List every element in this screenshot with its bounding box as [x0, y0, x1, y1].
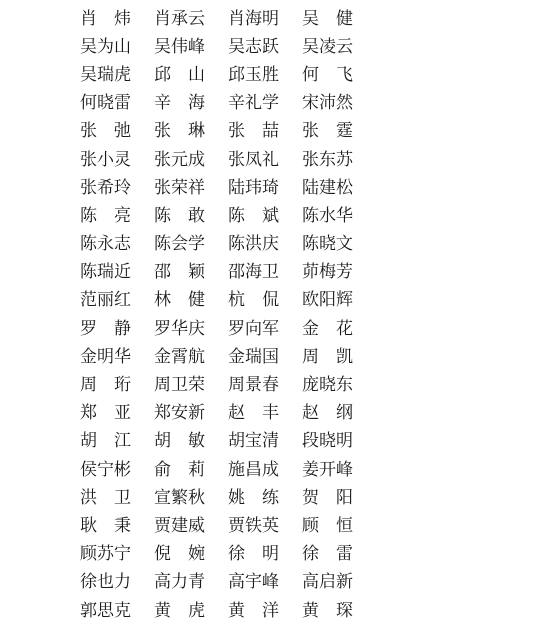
name-entry: 张 喆 — [228, 121, 279, 142]
name-entry: 张荣祥 — [154, 177, 205, 198]
name-entry: 姚 练 — [228, 487, 279, 508]
name-entry: 陈永志 — [80, 234, 131, 255]
name-entry: 庞晓东 — [302, 375, 353, 396]
name-row — [80, 143, 380, 171]
name-list — [80, 2, 380, 622]
name-row — [80, 199, 380, 227]
name-entry: 黄 琛 — [302, 600, 353, 621]
name-entry: 顾 恒 — [302, 515, 353, 536]
name-entry: 陈会学 — [154, 234, 205, 255]
name-row — [80, 256, 380, 284]
name-entry: 欧阳辉 — [302, 290, 353, 311]
name-entry: 陆玮琦 — [228, 177, 279, 198]
name-entry: 吴伟峰 — [154, 36, 205, 57]
name-entry: 陈洪庆 — [228, 234, 279, 255]
name-entry: 宣繁秋 — [154, 487, 205, 508]
name-row — [80, 340, 380, 368]
name-row — [80, 594, 380, 622]
name-entry: 陈瑞近 — [80, 262, 131, 283]
name-row — [80, 30, 380, 58]
name-entry: 徐 明 — [228, 544, 279, 565]
name-entry: 杭 侃 — [228, 290, 279, 311]
name-entry: 贺 阳 — [302, 487, 353, 508]
name-entry: 郑 亚 — [80, 403, 131, 424]
name-entry: 施昌成 — [228, 459, 279, 480]
name-row — [80, 368, 380, 396]
name-row — [80, 397, 380, 425]
name-entry: 茆梅芳 — [302, 262, 353, 283]
name-entry: 何 飞 — [302, 64, 353, 85]
name-entry: 张 霆 — [302, 121, 353, 142]
name-entry: 贾建威 — [154, 515, 205, 536]
name-entry: 耿 秉 — [80, 515, 131, 536]
name-entry: 辛礼学 — [228, 93, 279, 114]
name-row — [80, 425, 380, 453]
name-entry: 张凤礼 — [228, 149, 279, 170]
name-entry: 林 健 — [154, 290, 205, 311]
name-entry: 吴志跃 — [228, 36, 279, 57]
name-entry: 周 珩 — [80, 375, 131, 396]
name-entry: 金 花 — [302, 318, 353, 339]
name-entry: 罗向军 — [228, 318, 279, 339]
name-row — [80, 228, 380, 256]
name-entry: 邵 颖 — [154, 262, 205, 283]
name-entry: 郭思克 — [80, 600, 131, 621]
name-row — [80, 58, 380, 86]
name-entry: 姜开峰 — [302, 459, 353, 480]
name-entry: 张东苏 — [302, 149, 353, 170]
name-row — [80, 538, 380, 566]
name-entry: 肖海明 — [228, 8, 279, 29]
name-row — [80, 481, 380, 509]
name-row — [80, 284, 380, 312]
name-entry: 黄 虎 — [154, 600, 205, 621]
name-entry: 陈水华 — [302, 205, 353, 226]
name-entry: 赵 丰 — [228, 403, 279, 424]
name-entry: 罗 静 — [80, 318, 131, 339]
name-entry: 邱 山 — [154, 64, 205, 85]
name-entry: 张小灵 — [80, 149, 131, 170]
name-entry: 何晓雷 — [80, 93, 131, 114]
name-entry: 黄 洋 — [228, 600, 279, 621]
name-entry: 邱玉胜 — [228, 64, 279, 85]
name-entry: 肖 炜 — [80, 8, 131, 29]
name-entry: 顾苏宁 — [80, 544, 131, 565]
name-entry: 胡 江 — [80, 431, 131, 452]
name-entry: 郑安新 — [154, 403, 205, 424]
name-entry: 张元成 — [154, 149, 205, 170]
name-entry: 陈 敢 — [154, 205, 205, 226]
name-entry: 高启新 — [302, 572, 353, 593]
name-row — [80, 87, 380, 115]
name-row — [80, 312, 380, 340]
name-entry: 倪 婉 — [154, 544, 205, 565]
name-entry: 徐也力 — [80, 572, 131, 593]
name-entry: 张希玲 — [80, 177, 131, 198]
name-entry: 高宇峰 — [228, 572, 279, 593]
name-entry: 陈 斌 — [228, 205, 279, 226]
name-entry: 贾铁英 — [228, 515, 279, 536]
name-entry: 段晓明 — [302, 431, 353, 452]
name-entry: 吴为山 — [80, 36, 131, 57]
name-entry: 金明华 — [80, 346, 131, 367]
name-entry: 肖承云 — [154, 8, 205, 29]
name-entry: 吴 健 — [302, 8, 353, 29]
name-entry: 胡 敏 — [154, 431, 205, 452]
name-entry: 宋沛然 — [302, 93, 353, 114]
name-entry: 徐 雷 — [302, 544, 353, 565]
name-entry: 张 琳 — [154, 121, 205, 142]
name-entry: 范丽红 — [80, 290, 131, 311]
name-row — [80, 566, 380, 594]
name-row — [80, 171, 380, 199]
name-entry: 邵海卫 — [228, 262, 279, 283]
name-entry: 罗华庆 — [154, 318, 205, 339]
name-entry: 周 凯 — [302, 346, 353, 367]
name-row — [80, 115, 380, 143]
name-entry: 侯宁彬 — [80, 459, 131, 480]
name-entry: 张 弛 — [80, 121, 131, 142]
name-entry: 辛 海 — [154, 93, 205, 114]
name-entry: 金瑞国 — [228, 346, 279, 367]
name-entry: 吴凌云 — [302, 36, 353, 57]
name-row — [80, 509, 380, 537]
name-entry: 陈 亮 — [80, 205, 131, 226]
name-entry: 金霄航 — [154, 346, 205, 367]
name-entry: 赵 纲 — [302, 403, 353, 424]
name-entry: 洪 卫 — [80, 487, 131, 508]
name-entry: 胡宝清 — [228, 431, 279, 452]
name-entry: 周卫荣 — [154, 375, 205, 396]
name-entry: 俞 莉 — [154, 459, 205, 480]
name-entry: 陈晓文 — [302, 234, 353, 255]
name-row — [80, 2, 380, 30]
name-entry: 高力青 — [154, 572, 205, 593]
name-entry: 陆建松 — [302, 177, 353, 198]
name-entry: 周景春 — [228, 375, 279, 396]
name-entry: 吴瑞虎 — [80, 64, 131, 85]
name-row — [80, 453, 380, 481]
